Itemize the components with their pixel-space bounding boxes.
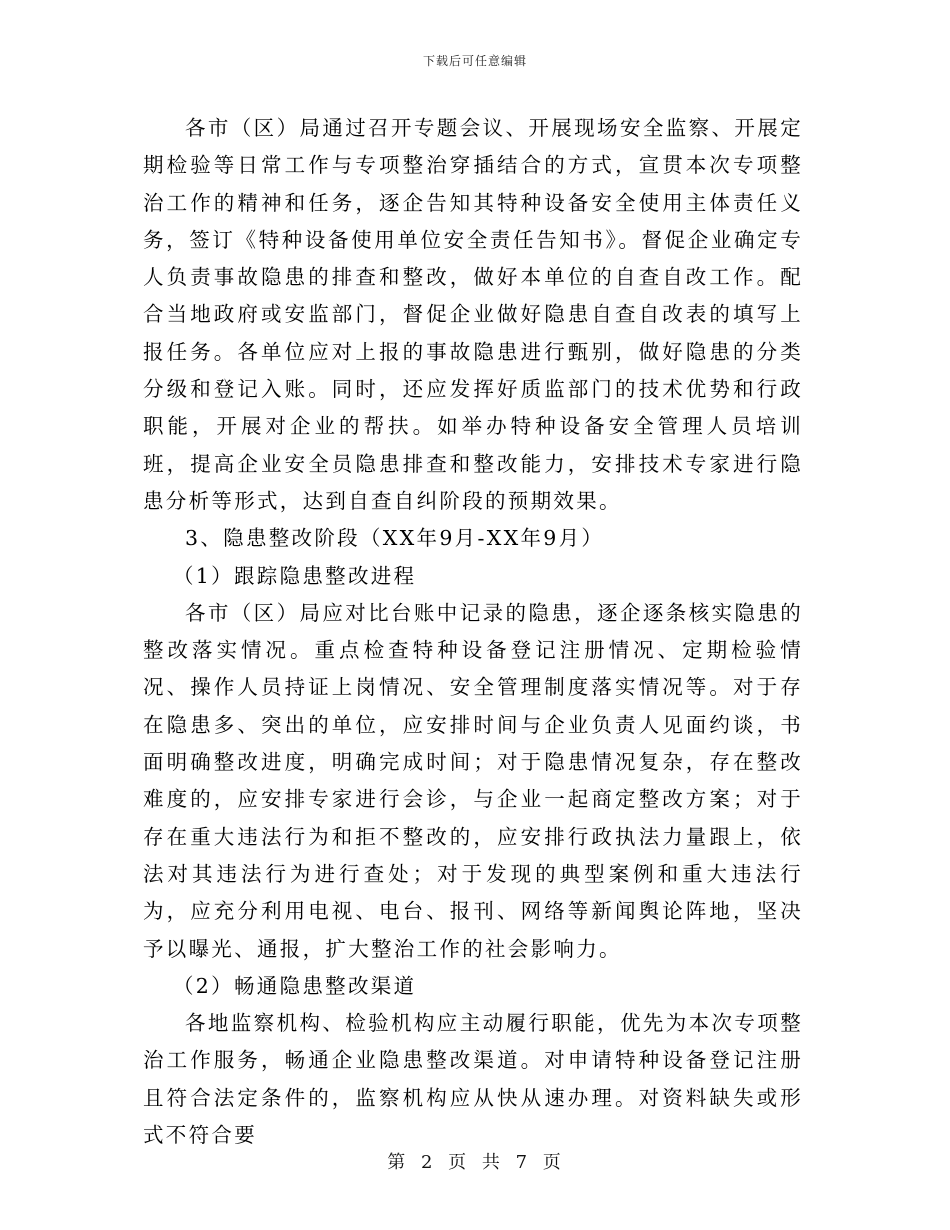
footer-label-page-unit: 页 <box>448 1152 469 1173</box>
paragraph-smooth-channels: 各地监察机构、检验机构应主动履行职能，优先为本次专项整治工作服务，畅通企业隐患整改渠道。对申请特种设备登记注册且符合法定条件的，监察机构应从快从速办理。对资料缺失或形式不符合要 <box>143 1011 803 1148</box>
subheading-track-progress: （1）跟踪隐患整改进程 <box>173 563 417 588</box>
footer-label-page: 第 <box>387 1152 408 1173</box>
footer-current-page: 2 <box>420 1152 435 1173</box>
page-footer <box>0 1148 950 1174</box>
footer-total-pages: 7 <box>515 1152 530 1173</box>
section-heading-rectification-stage: 3、隐患整改阶段（XX年9月-XX年9月） <box>185 526 605 551</box>
footer-label-total-unit: 页 <box>542 1152 563 1173</box>
paragraph-self-inspection: 各市（区）局通过召开专题会议、开展现场安全监察、开展定期检验等日常工作与专项整治穿插结合的方式，宣贯本次专项整治工作的精神和任务，逐企告知其特种设备安全使用主体责任义务，签订《特种设备使用单位安全责任告知书》。督促企业确定专人负责事故隐患的排查和整改，做好本单位的自查自改工作。配合当地政府或安监部门，督促企业做好隐患自查自改表的填写上报任务。各单位应对上报的事故隐患进行甄别，做好隐患的分类分级和登记入账。同时，还应发挥好质监部门的技术优势和行政职能，开展对企业的帮扶。如举办特种设备安全管理人员培训班，提高企业安全员隐患排查和整改能力，安排技术专家进行隐患分析等形式，达到自查自纠阶段的预期效果。 <box>143 116 803 513</box>
document-body <box>143 110 803 1154</box>
header-note: 下载后可任意编辑 <box>422 54 527 68</box>
footer-label-total: 共 <box>481 1152 502 1173</box>
paragraph-track-progress: 各市（区）局应对比台账中记录的隐患，逐企逐条核实隐患的整改落实情况。重点检查特种设备登记注册情况、定期检验情况、操作人员持证上岗情况、安全管理制度落实情况等。对于存在隐患多、突出的单位，应安排时间与企业负责人见面约谈，书面明确整改进度，明确完成时间；对于隐患情况复杂，存在整改难度的，应安排专家进行会诊，与企业一起商定整改方案；对于存在重大违法行为和拒不整改的，应安排行政执法力量跟上，依法对其违法行为进行查处；对于发现的典型案例和重大违法行为，应充分利用电视、电台、报刊、网络等新闻舆论阵地，坚决予以曝光、通报，扩大整治工作的社会影响力。 <box>143 600 803 961</box>
subheading-smooth-channels: （2）畅通隐患整改渠道 <box>173 973 417 998</box>
